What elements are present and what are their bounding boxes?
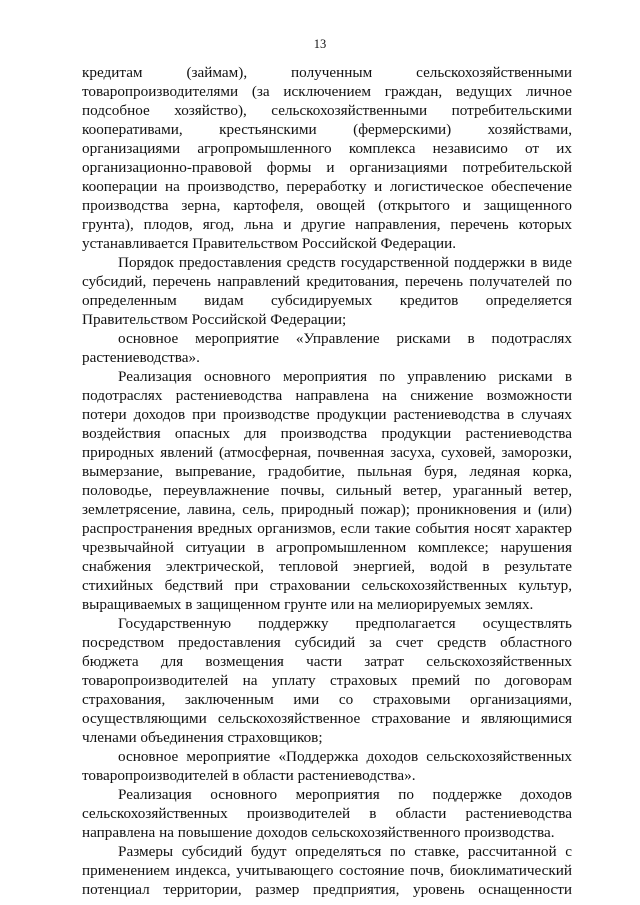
text-line: членами объединения страховщиков; — [82, 729, 323, 746]
text-line: товаропроизводителей на уплату страховых премий по договорам — [82, 672, 572, 689]
text-line: осуществляющими сельскохозяйственное страхование и являющимися — [82, 710, 572, 727]
text-line: распространения вредных организмов, если такие события носят характер — [82, 520, 572, 537]
text-line: Порядок предоставления средств государственной поддержки в виде — [118, 254, 572, 271]
text-line: направлена на повышение доходов сельскохозяйственного производства. — [82, 824, 555, 841]
text-line: землетрясение, лавина, сель, природный пожар); проникновения и (или) — [82, 501, 572, 518]
text-line: организационно-правовой формы и организациями потребительской — [82, 159, 572, 176]
text-line: бюджета для возмещения части затрат сельскохозяйственных — [82, 653, 572, 670]
text-line: Реализация основного мероприятия по управлению рисками в — [118, 368, 572, 385]
text-line: товаропроизводителями (за исключением граждан, ведущих личное — [82, 83, 572, 100]
text-line: чрезвычайной ситуации в агропромышленном комплексе; нарушения — [82, 539, 572, 556]
text-line: определенным видам субсидируемых кредитов определяется — [82, 292, 572, 309]
text-line: потенциал территории, размер предприятия, уровень оснащенности — [82, 881, 572, 898]
text-line: потери доходов при производстве продукции растениеводства в случаях — [82, 406, 572, 423]
text-line: грунта), плодов, ягод, льна и другие направления, перечень которых — [82, 216, 572, 233]
text-line: подотраслях растениеводства направлена на снижение возможности — [82, 387, 572, 404]
text-line: посредством предоставления субсидий за счет средств областного — [82, 634, 572, 651]
text-line: снабжения электрической, тепловой энергией, водой в результате — [82, 558, 572, 575]
text-line: страхования, заключенным ими со страховыми организациями, — [82, 691, 572, 708]
text-line: природных явлений (атмосферная, почвенная засуха, суховей, заморозки, — [82, 444, 572, 461]
text-line: Государственную поддержку предполагается осуществлять — [118, 615, 572, 632]
text-line: воздействия опасных для производства продукции растениеводства — [82, 425, 572, 442]
text-line: организациями агропромышленного комплекса независимо от их — [82, 140, 572, 157]
text-line: стихийных бедствий при страховании сельскохозяйственных культур, — [82, 577, 572, 594]
text-line: субсидий, перечень направлений кредитования, перечень получателей по — [82, 273, 572, 290]
text-line: производства зерна, картофеля, овощей (открытого и защищенного — [82, 197, 572, 214]
text-line: выращиваемых в защищенном грунте или на мелиорируемых землях. — [82, 596, 534, 613]
text-line: основное мероприятие «Поддержка доходов сельскохозяйственных — [118, 748, 572, 765]
text-line: устанавливается Правительством Российской Федерации. — [82, 235, 457, 252]
text-line: Реализация основного мероприятия по поддержке доходов — [118, 786, 572, 803]
text-line: вымерзание, выпревание, градобитие, пыльная буря, ледяная корка, — [82, 463, 572, 480]
page-number: 13 — [313, 37, 327, 51]
text-line: применением индекса, учитывающего состояние почв, биоклиматический — [82, 862, 572, 879]
text-line: Размеры субсидий будут определяться по ставке, рассчитанной с — [118, 843, 572, 860]
text-line: подсобное хозяйство), сельскохозяйственными потребительскими — [82, 102, 572, 119]
body-text — [82, 63, 572, 899]
text-line: кооперации на производство, переработку и логистическое обеспечение — [82, 178, 572, 195]
text-line: половодье, переувлажнение почвы, сильный ветер, ураганный ветер, — [82, 482, 572, 499]
text-line: основное мероприятие «Управление рисками в подотраслях — [118, 330, 572, 347]
text-line: Правительством Российской Федерации; — [82, 311, 347, 328]
text-line: товаропроизводителей в области растениеводства». — [82, 767, 416, 784]
text-line: сельскохозяйственных производителей в области растениеводства — [82, 805, 572, 822]
text-line: кредитам (займам), полученным сельскохозяйственными — [82, 64, 572, 81]
text-line: кооперативами, крестьянскими (фермерскими) хозяйствами, — [82, 121, 572, 138]
text-line: растениеводства». — [82, 349, 200, 366]
